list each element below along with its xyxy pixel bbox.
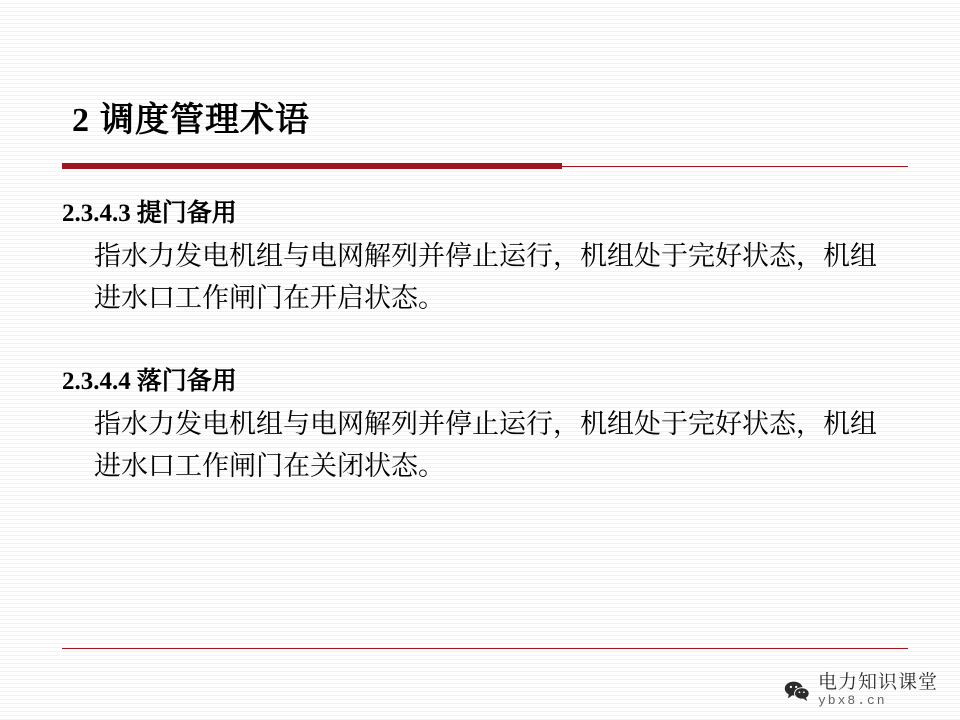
term-heading xyxy=(62,364,912,400)
term-heading xyxy=(62,196,912,232)
watermark-texts xyxy=(818,673,938,708)
term-name: 落门备用 xyxy=(136,367,237,395)
title-text: 调度管理术语 xyxy=(100,102,310,139)
term-description: 指水力发电机组与电网解列并停止运行，机组处于完好状态，机组进水口工作闸门在开启状态。 xyxy=(94,241,877,314)
wechat-icon xyxy=(784,680,810,702)
term-index: 2.3.4.3 xyxy=(62,200,131,227)
title-divider-thick xyxy=(62,163,562,169)
term-description: 指水力发电机组与电网解列并停止运行，机组处于完好状态，机组进水口工作闸门在关闭状态。 xyxy=(94,409,877,482)
footer-divider xyxy=(62,648,908,649)
watermark xyxy=(784,673,938,708)
watermark-title: 电力知识课堂 xyxy=(817,672,938,694)
title-number: 2 xyxy=(72,102,90,139)
content-body xyxy=(62,196,912,532)
term-index: 2.3.4.4 xyxy=(62,367,131,395)
term-name: 提门备用 xyxy=(136,200,237,227)
term-block xyxy=(62,196,912,320)
term-block xyxy=(62,364,912,488)
page-title xyxy=(72,92,310,141)
watermark-url: ybx8.cn xyxy=(817,693,887,709)
